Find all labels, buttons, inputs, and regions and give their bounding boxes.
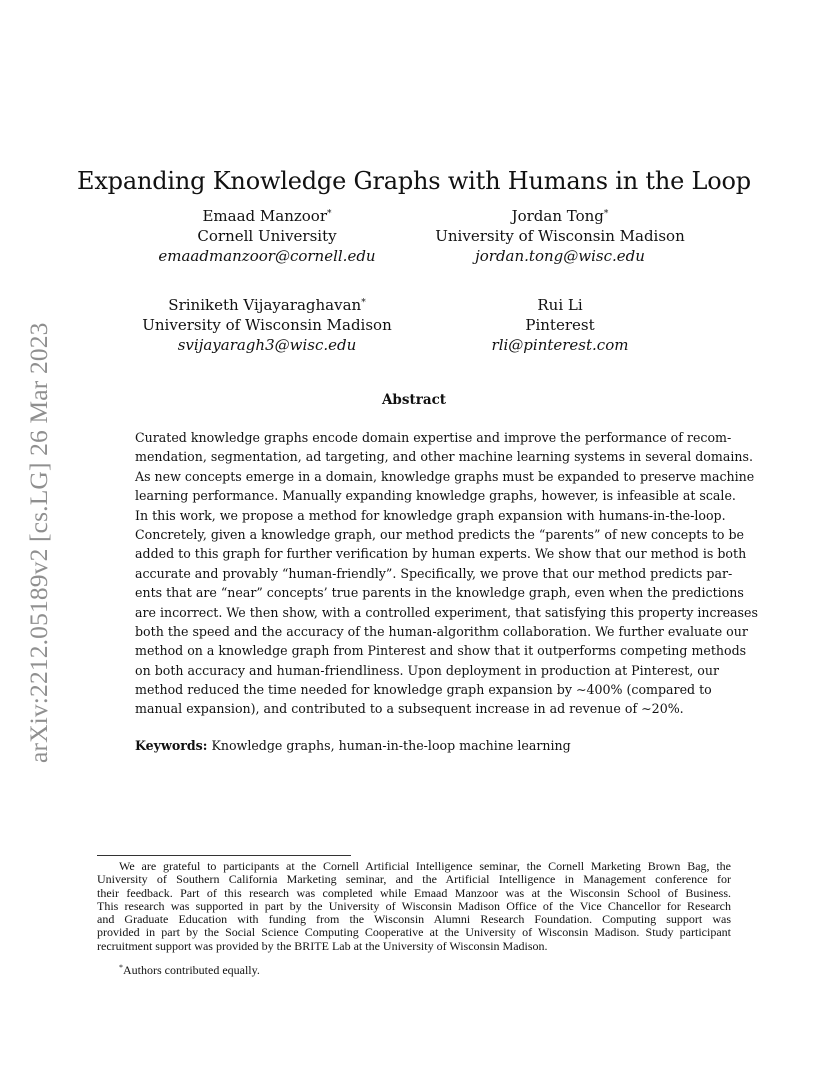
arxiv-identifier-sidebar xyxy=(22,285,54,763)
abstract-line: method reduced the time needed for knowledge graph expansion by ∼400% (compared to xyxy=(135,682,712,698)
keywords xyxy=(135,736,571,756)
author-affiliation: University of Wisconsin Madison xyxy=(435,227,685,245)
author-name: Jordan Tong* xyxy=(511,207,609,225)
abstract-line: added to this graph for further verification by human experts. We show that our method is both xyxy=(135,546,747,562)
abstract-line: method on a knowledge graph from Pinterest and show that it outperforms competing methods xyxy=(135,643,747,659)
arxiv-identifier-text: arXiv:2212.05189v2 [cs.LG] 26 Mar 2023 xyxy=(24,322,53,763)
author-affiliation: Pinterest xyxy=(525,316,595,334)
abstract-line: both the speed and the accuracy of the human-algorithm collaboration. We further evaluate our xyxy=(135,623,748,639)
footnote-mark: * xyxy=(119,963,123,972)
equal-contribution-text: Authors contributed equally. xyxy=(123,963,260,977)
abstract-line: are incorrect. We then show, with a controlled experiment, that satisfying this property increases xyxy=(135,604,758,620)
footnote-line: We are grateful to participants at the Cornell Artificial Intelligence seminar, the Cornell Marketing Brown Bag, the xyxy=(119,859,731,873)
abstract-line: manual expansion), and contributed to a subsequent increase in ad revenue of ∼20%. xyxy=(135,701,684,717)
footnote-line: This research was supported in part by the University of Wisconsin Madison Office of the Vice Chancellor for Research xyxy=(97,898,731,913)
author-name: Sriniketh Vijayaraghavan* xyxy=(168,296,366,314)
author-block xyxy=(102,295,432,355)
abstract-line: ents that are “near” concepts’ true parents in the knowledge graph, even when the predictions xyxy=(135,585,744,601)
author-affiliation: University of Wisconsin Madison xyxy=(142,316,392,334)
author-affiliation: Cornell University xyxy=(197,227,337,245)
author-email: svijayaragh3@wisc.edu xyxy=(177,336,357,354)
author-email: rli@pinterest.com xyxy=(491,336,629,354)
author-block xyxy=(395,295,725,355)
abstract-heading: Abstract xyxy=(381,392,447,408)
acknowledgment-footnote xyxy=(97,860,731,953)
abstract-line: Concretely, given a knowledge graph, our method predicts the “parents” of new concepts to be xyxy=(135,526,744,542)
equal-contribution-footnote xyxy=(119,963,260,977)
footnote-line: provided in part by the Social Science Computing Cooperative at the University of Wisconsin Madison. Study participant xyxy=(97,925,731,940)
author-email: jordan.tong@wisc.edu xyxy=(475,247,645,265)
author-block xyxy=(102,206,432,266)
author-name: Rui Li xyxy=(537,296,583,314)
abstract-line: accurate and provably “human-friendly”. Specifically, we prove that our method predicts par- xyxy=(135,565,733,581)
keywords-label: Keywords: xyxy=(135,738,208,753)
paper-title: Expanding Knowledge Graphs with Humans in the Loop xyxy=(77,167,751,196)
author-name: Emaad Manzoor* xyxy=(202,207,332,225)
abstract-body xyxy=(135,428,758,719)
author-block xyxy=(395,206,725,266)
footnote-line: their feedback. Part of this research was completed while Emaad Manzoor was at the Wisconsin School of Business. xyxy=(97,885,731,900)
abstract-line: learning performance. Manually expanding knowledge graphs, however, is infeasible at scale. xyxy=(135,488,736,504)
abstract-line: mendation, segmentation, ad targeting, and other machine learning systems in several domains. xyxy=(135,449,753,465)
footnote-line: University of Southern California Marketing seminar, and the Artificial Intelligence in Management conference for xyxy=(97,872,731,887)
abstract-line: As new concepts emerge in a domain, knowledge graphs must be expanded to preserve machine xyxy=(135,468,755,484)
keywords-text: Knowledge graphs, human-in-the-loop machine learning xyxy=(211,738,571,753)
footnote-line: and Graduate Education with funding from the Wisconsin Alumni Research Foundation. Computing support was xyxy=(97,912,731,927)
abstract-line: on both accuracy and human-friendliness. Upon deployment in production at Pinterest, our xyxy=(135,662,720,678)
author-email: emaadmanzoor@cornell.edu xyxy=(158,247,376,265)
footnote-rule xyxy=(97,855,351,856)
footnote-line: recruitment support was provided by the BRITE Lab at the University of Wisconsin Madison. xyxy=(97,938,548,953)
abstract-line: In this work, we propose a method for knowledge graph expansion with humans-in-the-loop. xyxy=(135,507,726,523)
abstract-line: Curated knowledge graphs encode domain expertise and improve the performance of recom- xyxy=(135,430,732,445)
